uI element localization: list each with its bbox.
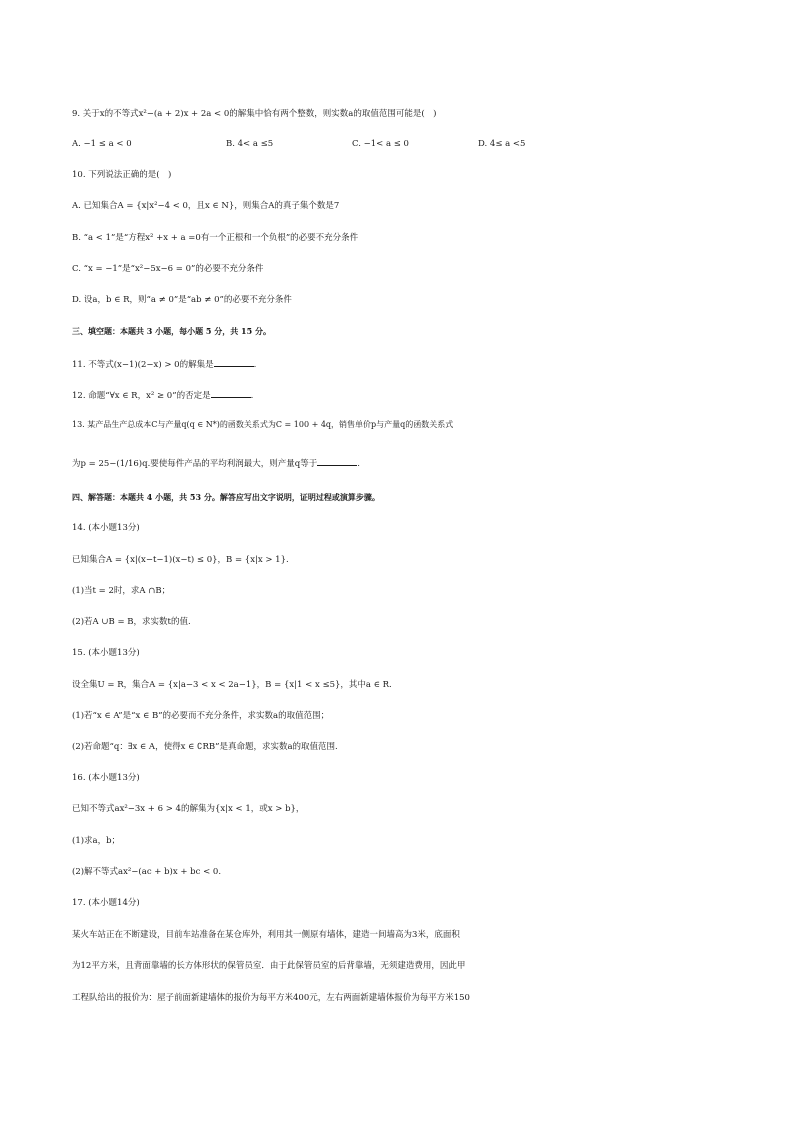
q12: [72, 383, 732, 406]
q9-options: [72, 134, 732, 154]
q10-option-c: C. “x = −1”是“x²−5x−6 = 0”的必要不充分条件: [72, 264, 264, 274]
q15-part-2: (2)若命题“q：∃x ∈ A，使得x ∈ ∁RB”是真命题，求实数a的取值范围.: [72, 742, 338, 752]
q16-part-2: (2)解不等式ax²−(ac + b)x + bc < 0.: [72, 867, 222, 877]
q13-line2-text: 为p = 25−(1/16)q.要使每件产品的平均利润最大，则产量q等于: [72, 459, 318, 469]
q13-period: .: [357, 459, 360, 469]
q10-option-d: D. 设a，b ∈ R，则“a ≠ 0”是“ab ≠ 0”的必要不充分条件: [72, 295, 292, 305]
q9-option-a: A. −1 ≤ a < 0: [72, 139, 132, 149]
q9-option-d: D. 4≤ a <5: [478, 139, 526, 149]
q15-stem: 设全集U = R，集合A = {x|a−3 < x < 2a−1}，B = {x|1 < x ≤5}，其中a ∈ R.: [72, 680, 392, 690]
q13-line1: 13. 某产品生产总成本C与产量q(q ∈ N*)的函数关系式为C = 100 + 4q，销售单价p与产量q的函数关系式: [72, 420, 454, 429]
q14-part-1: (1)当t = 2时，求A ∩B；: [72, 586, 171, 596]
q12-text: 12. 命题“∀x ∈ R，x² ≥ 0”的否定是: [72, 391, 211, 401]
q16-stem: 已知不等式ax²−3x + 6 > 4的解集为{x|x < 1，或x > b}，: [72, 804, 305, 814]
q17-line-3: 工程队给出的报价为：屋子前面新建墙体的报价为每平方米400元，左右两面新建墙体报价为每平方米150: [72, 993, 470, 1003]
q13-answer-blank: [317, 451, 357, 466]
q9-stem: 9. 关于x的不等式x²−(a + 2)x + 2a < 0的解集中恰有两个整数，则实数a的取值范围可能是( ): [72, 109, 437, 119]
q15-head: 15. (本小题13分): [72, 648, 140, 658]
q14-stem: 已知集合A = {x|(x−t−1)(x−t) ≤ 0}，B = {x|x > 1}.: [72, 555, 289, 565]
q12-period: .: [250, 391, 254, 401]
q14-part-2: (2)若A ∪B = B，求实数t的值.: [72, 617, 191, 627]
section-3-title: 三、填空题：本题共 3 小题，每小题 5 分，共 15 分。: [72, 326, 271, 336]
q11-text: 11. 不等式(x−1)(2−x) > 0的解集是: [72, 360, 214, 370]
q17-head: 17. (本小题14分): [72, 898, 140, 908]
q12-answer-blank: [211, 383, 251, 398]
q11-period: .: [253, 360, 257, 370]
q17-line-1: 某火车站正在不断建设，目前车站准备在某仓库外，利用其一侧原有墙体，建造一间墙高为3米，底面积: [72, 930, 460, 940]
q9-option-c: C. −1< a ≤ 0: [352, 139, 409, 149]
q11: [72, 352, 732, 375]
q17-line-2: 为12平方米，且背面靠墙的长方体形状的保管员室．由于此保管员室的后背靠墙，无须建造费用，因此甲: [72, 961, 466, 971]
q14-head: 14. (本小题13分): [72, 523, 140, 533]
section-4-title: 四、解答题：本题共 4 小题，共 53 分。解答应写出文字说明，证明过程或演算步骤。: [72, 492, 380, 502]
q15-part-1: (1)若“x ∈ A”是“x ∈ B”的必要而不充分条件，求实数a的取值范围；: [72, 711, 330, 721]
q13-line2: [72, 451, 732, 474]
q11-answer-blank: [214, 352, 254, 367]
q10-option-b: B. “a < 1”是“方程x² +x + a =0有一个正根和一个负根”的必要不充分条件: [72, 233, 359, 243]
q16-part-1: (1)求a，b；: [72, 836, 121, 846]
q10-option-a: A. 已知集合A = {x|x²−4 < 0，且x ∈ N}，则集合A的真子集个数是7: [72, 201, 340, 211]
q16-head: 16. (本小题13分): [72, 773, 140, 783]
q10-stem: 10. 下列说法正确的是( ): [72, 170, 172, 180]
q9-option-b: B. 4< a ≤5: [226, 139, 274, 149]
